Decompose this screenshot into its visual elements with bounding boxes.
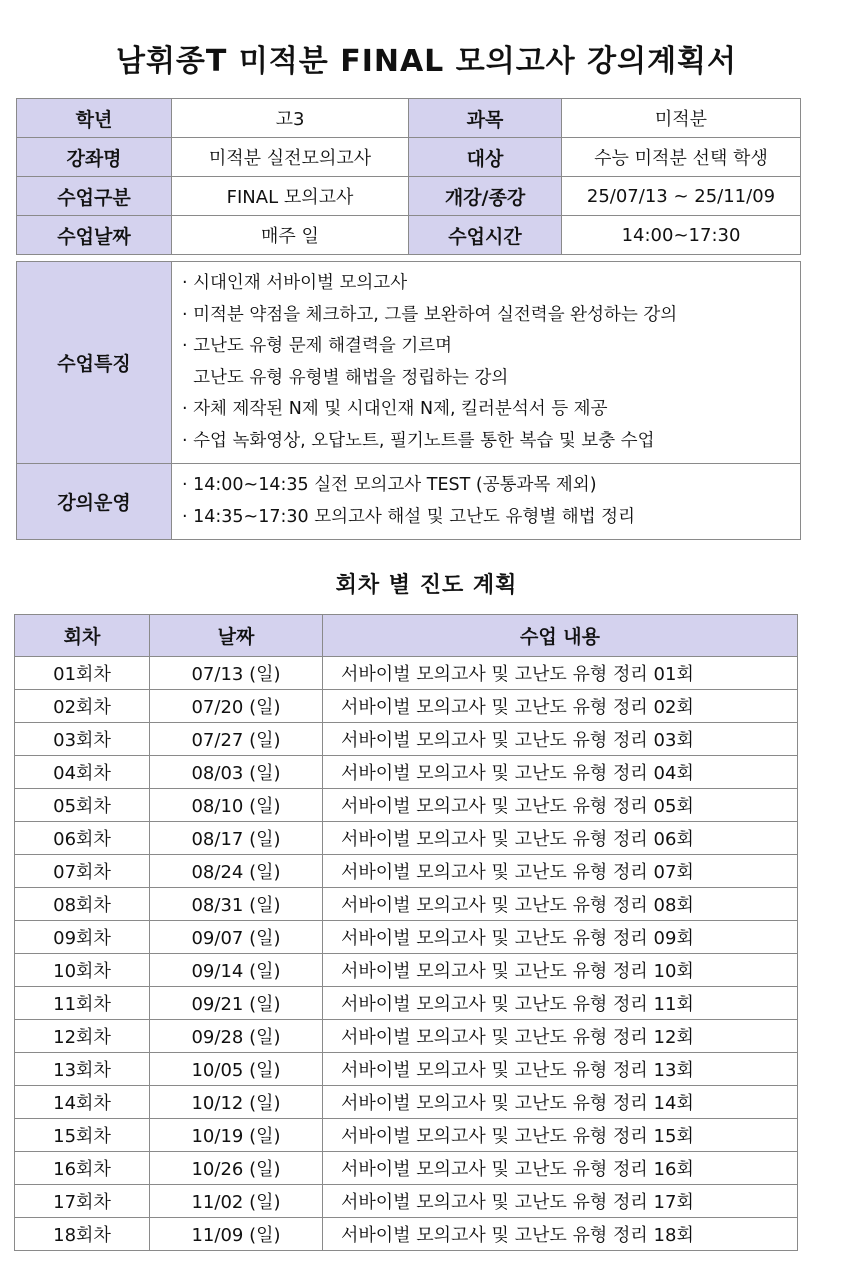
date-cell: 10/26 (일) <box>150 1152 323 1185</box>
info-value: 14:00~17:30 <box>562 216 801 255</box>
date-cell: 09/14 (일) <box>150 954 323 987</box>
info-row <box>17 177 801 216</box>
info-value: 수능 미적분 선택 학생 <box>562 138 801 177</box>
course-info-table <box>16 98 801 255</box>
info-label: 대상 <box>409 138 562 177</box>
info-label: 수업구분 <box>17 177 172 216</box>
date-cell: 10/05 (일) <box>150 1053 323 1086</box>
schedule-row <box>15 1086 798 1119</box>
info-label: 강좌명 <box>17 138 172 177</box>
schedule-row <box>15 1020 798 1053</box>
bullet-line: · 수업 녹화영상, 오답노트, 필기노트를 통한 복습 및 보충 수업 <box>182 430 655 451</box>
date-cell: 07/20 (일) <box>150 690 323 723</box>
operation-list <box>172 464 801 540</box>
bullet-line: · 미적분 약점을 체크하고, 그를 보완하여 실전력을 완성하는 강의 <box>182 304 678 325</box>
schedule-row <box>15 1152 798 1185</box>
date-cell: 08/24 (일) <box>150 855 323 888</box>
date-cell: 10/19 (일) <box>150 1119 323 1152</box>
content-cell: 서바이벌 모의고사 및 고난도 유형 정리 01회 <box>323 657 798 690</box>
schedule-row <box>15 855 798 888</box>
content-cell: 서바이벌 모의고사 및 고난도 유형 정리 16회 <box>323 1152 798 1185</box>
date-cell: 08/03 (일) <box>150 756 323 789</box>
course-details-table <box>16 261 801 540</box>
bullet-line: · 시대인재 서바이벌 모의고사 <box>182 273 408 293</box>
content-cell: 서바이벌 모의고사 및 고난도 유형 정리 07회 <box>323 855 798 888</box>
date-cell: 09/21 (일) <box>150 987 323 1020</box>
operation-label: 강의운영 <box>17 464 172 540</box>
features-list <box>172 262 801 464</box>
header-date: 날짜 <box>150 615 323 657</box>
page-title: 남휘종T 미적분 FINAL 모의고사 강의계획서 <box>115 44 738 79</box>
content-cell: 서바이벌 모의고사 및 고난도 유형 정리 06회 <box>323 822 798 855</box>
date-cell: 11/02 (일) <box>150 1185 323 1218</box>
features-row <box>17 262 801 464</box>
content-cell: 서바이벌 모의고사 및 고난도 유형 정리 11회 <box>323 987 798 1020</box>
session-cell: 15회차 <box>15 1119 150 1152</box>
info-label: 과목 <box>409 99 562 138</box>
session-cell: 17회차 <box>15 1185 150 1218</box>
schedule-row <box>15 1053 798 1086</box>
date-cell: 08/31 (일) <box>150 888 323 921</box>
bullet-line: · 14:00~14:35 실전 모의고사 TEST (공통과목 제외) <box>182 475 597 495</box>
date-cell: 10/12 (일) <box>150 1086 323 1119</box>
schedule-row <box>15 1119 798 1152</box>
session-cell: 09회차 <box>15 921 150 954</box>
content-cell: 서바이벌 모의고사 및 고난도 유형 정리 03회 <box>323 723 798 756</box>
schedule-row <box>15 756 798 789</box>
schedule-title: 회차 별 진도 계획 <box>335 573 518 598</box>
session-cell: 16회차 <box>15 1152 150 1185</box>
date-cell: 07/13 (일) <box>150 657 323 690</box>
date-cell: 08/17 (일) <box>150 822 323 855</box>
schedule-row <box>15 1185 798 1218</box>
session-cell: 18회차 <box>15 1218 150 1251</box>
schedule-row <box>15 723 798 756</box>
session-cell: 10회차 <box>15 954 150 987</box>
info-value: 고3 <box>172 99 409 138</box>
info-value: 25/07/13 ~ 25/11/09 <box>562 177 801 216</box>
schedule-row <box>15 987 798 1020</box>
bullet-line: · 자체 제작된 N제 및 시대인재 N제, 킬러분석서 등 제공 <box>182 399 608 419</box>
info-value: FINAL 모의고사 <box>172 177 409 216</box>
content-cell: 서바이벌 모의고사 및 고난도 유형 정리 04회 <box>323 756 798 789</box>
bullet-line: · 고난도 유형 문제 해결력을 기르며 <box>182 336 453 356</box>
header-session: 회차 <box>15 615 150 657</box>
info-label: 수업시간 <box>409 216 562 255</box>
header-content: 수업 내용 <box>323 615 798 657</box>
schedule-row <box>15 789 798 822</box>
session-cell: 08회차 <box>15 888 150 921</box>
date-cell: 09/07 (일) <box>150 921 323 954</box>
session-cell: 07회차 <box>15 855 150 888</box>
operation-row <box>17 464 801 540</box>
date-cell: 11/09 (일) <box>150 1218 323 1251</box>
session-cell: 05회차 <box>15 789 150 822</box>
session-cell: 11회차 <box>15 987 150 1020</box>
info-row <box>17 99 801 138</box>
session-cell: 14회차 <box>15 1086 150 1119</box>
info-row <box>17 216 801 255</box>
info-row <box>17 138 801 177</box>
info-value: 미적분 <box>562 99 801 138</box>
date-cell: 09/28 (일) <box>150 1020 323 1053</box>
content-cell: 서바이벌 모의고사 및 고난도 유형 정리 17회 <box>323 1185 798 1218</box>
schedule-header-row <box>15 615 798 657</box>
session-cell: 02회차 <box>15 690 150 723</box>
features-label: 수업특징 <box>17 262 172 464</box>
session-cell: 03회차 <box>15 723 150 756</box>
schedule-row <box>15 657 798 690</box>
content-cell: 서바이벌 모의고사 및 고난도 유형 정리 12회 <box>323 1020 798 1053</box>
content-cell: 서바이벌 모의고사 및 고난도 유형 정리 18회 <box>323 1218 798 1251</box>
schedule-row <box>15 690 798 723</box>
session-cell: 04회차 <box>15 756 150 789</box>
content-cell: 서바이벌 모의고사 및 고난도 유형 정리 14회 <box>323 1086 798 1119</box>
session-cell: 13회차 <box>15 1053 150 1086</box>
schedule-row <box>15 954 798 987</box>
info-label: 개강/종강 <box>409 177 562 216</box>
info-label: 수업날짜 <box>17 216 172 255</box>
content-cell: 서바이벌 모의고사 및 고난도 유형 정리 09회 <box>323 921 798 954</box>
content-cell: 서바이벌 모의고사 및 고난도 유형 정리 10회 <box>323 954 798 987</box>
date-cell: 08/10 (일) <box>150 789 323 822</box>
info-label: 학년 <box>17 99 172 138</box>
session-cell: 01회차 <box>15 657 150 690</box>
bullet-line: 고난도 유형 유형별 해법을 정립하는 강의 <box>182 367 509 388</box>
session-cell: 06회차 <box>15 822 150 855</box>
content-cell: 서바이벌 모의고사 및 고난도 유형 정리 08회 <box>323 888 798 921</box>
schedule-row <box>15 888 798 921</box>
session-cell: 12회차 <box>15 1020 150 1053</box>
info-value: 매주 일 <box>172 216 409 255</box>
schedule-row <box>15 921 798 954</box>
content-cell: 서바이벌 모의고사 및 고난도 유형 정리 13회 <box>323 1053 798 1086</box>
content-cell: 서바이벌 모의고사 및 고난도 유형 정리 15회 <box>323 1119 798 1152</box>
content-cell: 서바이벌 모의고사 및 고난도 유형 정리 02회 <box>323 690 798 723</box>
schedule-row <box>15 1218 798 1251</box>
bullet-line: · 14:35~17:30 모의고사 해설 및 고난도 유형별 해법 정리 <box>182 506 635 527</box>
content-cell: 서바이벌 모의고사 및 고난도 유형 정리 05회 <box>323 789 798 822</box>
schedule-table <box>14 614 798 1251</box>
date-cell: 07/27 (일) <box>150 723 323 756</box>
schedule-row <box>15 822 798 855</box>
info-value: 미적분 실전모의고사 <box>172 138 409 177</box>
